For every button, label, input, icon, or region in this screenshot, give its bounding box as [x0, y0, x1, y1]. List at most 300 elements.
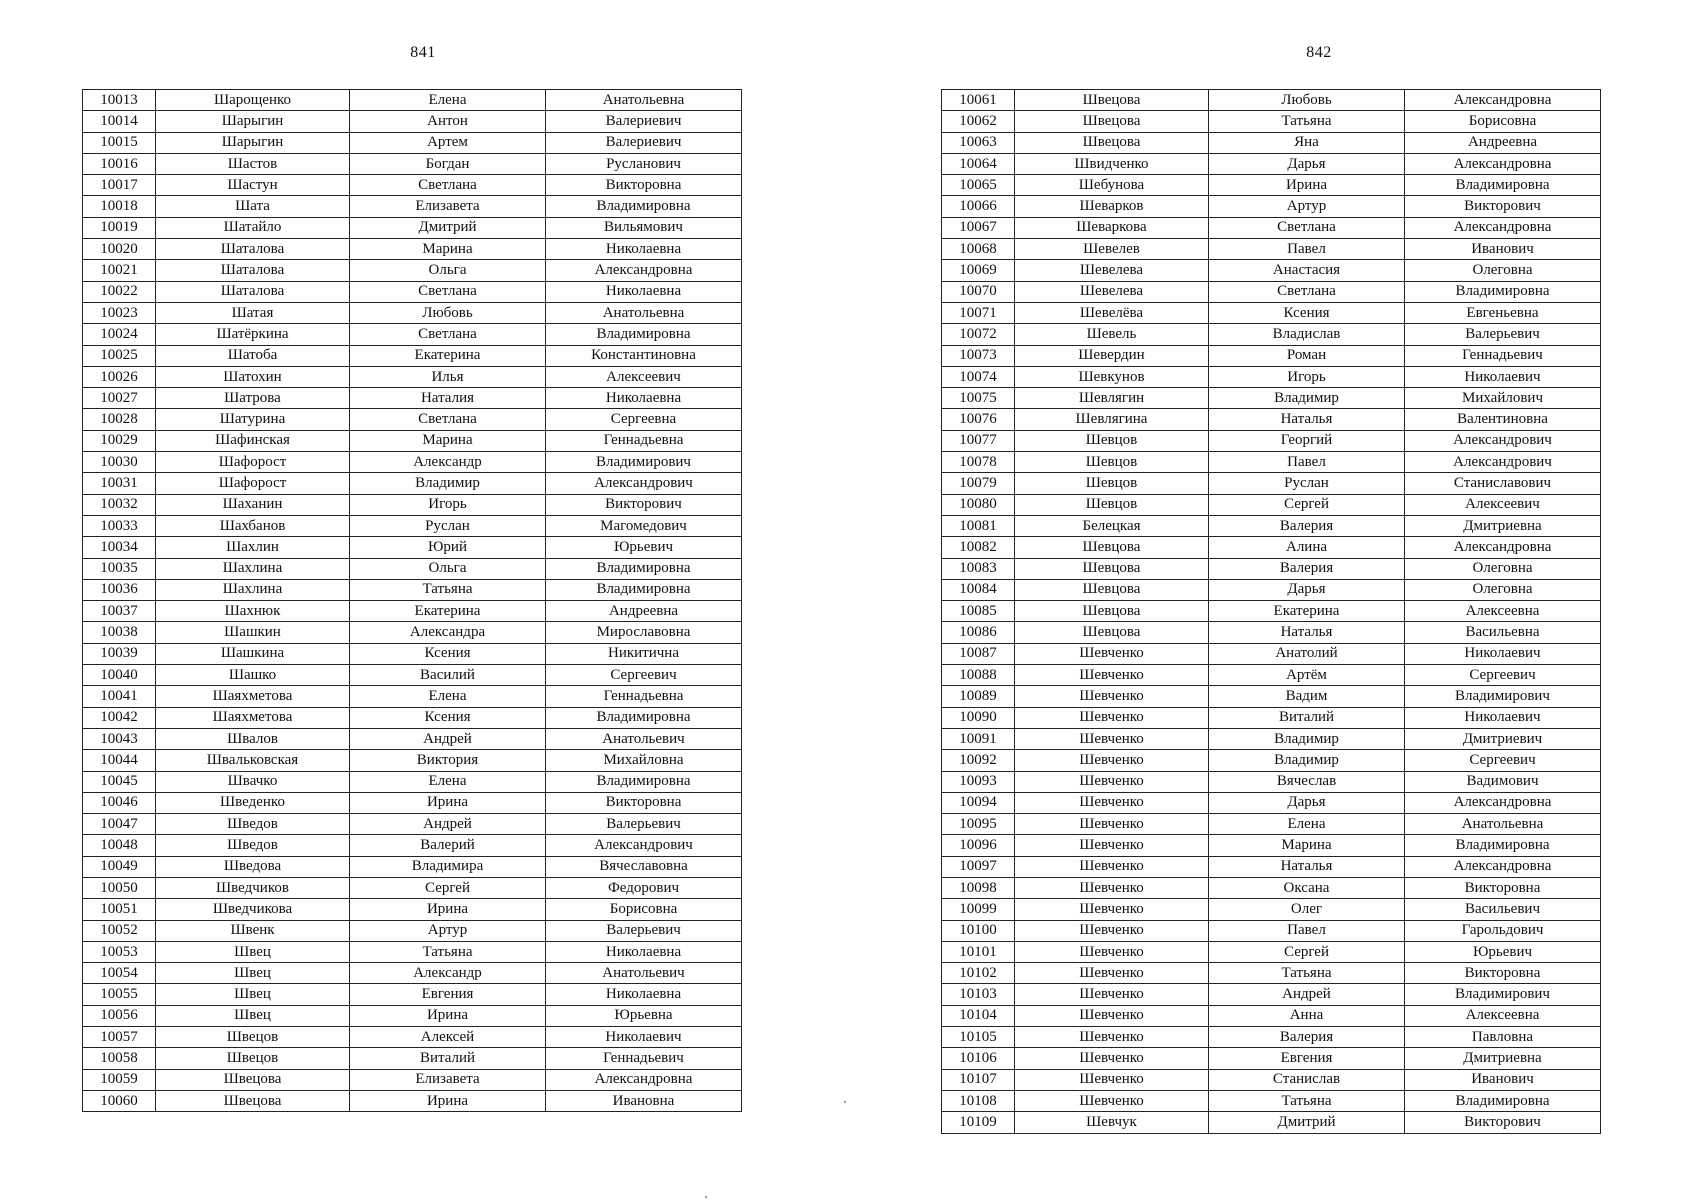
- cell-id: 10029: [83, 430, 156, 451]
- table-row: [942, 239, 1601, 260]
- cell-patronymic: Александрович: [546, 473, 742, 494]
- cell-first-name: Светлана: [350, 409, 546, 430]
- cell-last-name: Шевченко: [1015, 1027, 1209, 1048]
- cell-last-name: Шевлягин: [1015, 388, 1209, 409]
- cell-first-name: Наталья: [1209, 622, 1405, 643]
- cell-id: 10014: [83, 111, 156, 132]
- cell-id: 10074: [942, 366, 1015, 387]
- cell-id: 10098: [942, 877, 1015, 898]
- cell-first-name: Артур: [350, 920, 546, 941]
- table-row: [942, 196, 1601, 217]
- table-row: [83, 579, 742, 600]
- cell-patronymic: Анатольевич: [546, 963, 742, 984]
- cell-first-name: Станислав: [1209, 1069, 1405, 1090]
- table-row: [942, 963, 1601, 984]
- cell-first-name: Ирина: [350, 1005, 546, 1026]
- cell-first-name: Владимир: [1209, 750, 1405, 771]
- cell-last-name: Шаяхметова: [156, 707, 350, 728]
- cell-patronymic: Вильямович: [546, 217, 742, 238]
- cell-patronymic: Александровна: [1405, 537, 1601, 558]
- cell-last-name: Шарощенко: [156, 90, 350, 111]
- table-row: [942, 324, 1601, 345]
- cell-first-name: Павел: [1209, 452, 1405, 473]
- cell-patronymic: Анатольевна: [546, 302, 742, 323]
- cell-last-name: Шатёркина: [156, 324, 350, 345]
- cell-first-name: Валерия: [1209, 1027, 1405, 1048]
- cell-first-name: Ольга: [350, 558, 546, 579]
- cell-id: 10078: [942, 452, 1015, 473]
- table-row: [942, 345, 1601, 366]
- cell-id: 10055: [83, 984, 156, 1005]
- cell-id: 10070: [942, 281, 1015, 302]
- cell-patronymic: Валериевич: [546, 132, 742, 153]
- cell-patronymic: Михайловна: [546, 750, 742, 771]
- table-row: [83, 153, 742, 174]
- cell-patronymic: Ивановна: [546, 1090, 742, 1111]
- cell-first-name: Андрей: [1209, 984, 1405, 1005]
- cell-patronymic: Геннадьевич: [546, 1048, 742, 1069]
- cell-id: 10064: [942, 153, 1015, 174]
- table-row: [83, 345, 742, 366]
- cell-last-name: Швецова: [156, 1090, 350, 1111]
- table-row: [83, 622, 742, 643]
- cell-last-name: Шведова: [156, 856, 350, 877]
- cell-last-name: Шевченко: [1015, 1069, 1209, 1090]
- table-row: [942, 281, 1601, 302]
- cell-first-name: Светлана: [350, 324, 546, 345]
- cell-last-name: Шаяхметова: [156, 686, 350, 707]
- cell-patronymic: Владимировна: [546, 196, 742, 217]
- cell-patronymic: Александрович: [546, 835, 742, 856]
- cell-id: 10102: [942, 963, 1015, 984]
- cell-last-name: Шевлягина: [1015, 409, 1209, 430]
- cell-id: 10071: [942, 302, 1015, 323]
- cell-first-name: Екатерина: [1209, 601, 1405, 622]
- cell-patronymic: Олеговна: [1405, 558, 1601, 579]
- cell-patronymic: Дмитриевна: [1405, 1048, 1601, 1069]
- cell-last-name: Шевченко: [1015, 1090, 1209, 1111]
- cell-first-name: Наталья: [1209, 856, 1405, 877]
- cell-patronymic: Юрьевна: [546, 1005, 742, 1026]
- cell-id: 10061: [942, 90, 1015, 111]
- cell-first-name: Роман: [1209, 345, 1405, 366]
- table-row: [942, 175, 1601, 196]
- cell-last-name: Шевченко: [1015, 771, 1209, 792]
- cell-last-name: Швецова: [1015, 111, 1209, 132]
- table-row: [83, 984, 742, 1005]
- cell-last-name: Швец: [156, 1005, 350, 1026]
- cell-first-name: Владислав: [1209, 324, 1405, 345]
- cell-id: 10080: [942, 494, 1015, 515]
- cell-patronymic: Алексеевна: [1405, 1005, 1601, 1026]
- cell-last-name: Шевченко: [1015, 941, 1209, 962]
- cell-last-name: Шаталова: [156, 281, 350, 302]
- table-row: [942, 217, 1601, 238]
- cell-last-name: Шахлин: [156, 537, 350, 558]
- table-row: [83, 217, 742, 238]
- roster-table: [941, 89, 1601, 1134]
- cell-id: 10037: [83, 601, 156, 622]
- table-row: [83, 388, 742, 409]
- cell-id: 10027: [83, 388, 156, 409]
- cell-patronymic: Евгеньевна: [1405, 302, 1601, 323]
- cell-patronymic: Александрович: [1405, 430, 1601, 451]
- table-row: [942, 728, 1601, 749]
- table-row: [83, 494, 742, 515]
- table-row: [83, 324, 742, 345]
- cell-patronymic: Сергеевна: [546, 409, 742, 430]
- cell-patronymic: Алексеевич: [546, 366, 742, 387]
- cell-id: 10025: [83, 345, 156, 366]
- cell-patronymic: Владимировна: [546, 579, 742, 600]
- cell-patronymic: Алексеевич: [1405, 494, 1601, 515]
- cell-first-name: Светлана: [1209, 217, 1405, 238]
- cell-id: 10021: [83, 260, 156, 281]
- cell-patronymic: Валериевич: [546, 111, 742, 132]
- page-right: [846, 0, 1693, 1200]
- table-row: [942, 665, 1601, 686]
- cell-first-name: Екатерина: [350, 601, 546, 622]
- cell-first-name: Виктория: [350, 750, 546, 771]
- cell-patronymic: Васильевич: [1405, 899, 1601, 920]
- cell-first-name: Дарья: [1209, 792, 1405, 813]
- cell-first-name: Яна: [1209, 132, 1405, 153]
- cell-id: 10013: [83, 90, 156, 111]
- table-row: [83, 473, 742, 494]
- cell-last-name: Шаталова: [156, 239, 350, 260]
- table-row: [83, 260, 742, 281]
- table-row: [942, 877, 1601, 898]
- table-row: [83, 409, 742, 430]
- cell-last-name: Швачко: [156, 771, 350, 792]
- cell-last-name: Шаханин: [156, 494, 350, 515]
- cell-last-name: Шевченко: [1015, 814, 1209, 835]
- cell-patronymic: Дмитриевна: [1405, 515, 1601, 536]
- cell-id: 10033: [83, 515, 156, 536]
- cell-id: 10060: [83, 1090, 156, 1111]
- cell-patronymic: Викторовна: [546, 175, 742, 196]
- cell-last-name: Шевченко: [1015, 750, 1209, 771]
- cell-last-name: Шевкунов: [1015, 366, 1209, 387]
- cell-last-name: Швец: [156, 984, 350, 1005]
- table-row: [83, 90, 742, 111]
- cell-last-name: Шастов: [156, 153, 350, 174]
- cell-id: 10020: [83, 239, 156, 260]
- cell-first-name: Александр: [350, 963, 546, 984]
- cell-last-name: Шатоба: [156, 345, 350, 366]
- cell-patronymic: Михайлович: [1405, 388, 1601, 409]
- table-row: [83, 728, 742, 749]
- cell-last-name: Швецова: [1015, 90, 1209, 111]
- cell-last-name: Шастун: [156, 175, 350, 196]
- table-row: [942, 1069, 1601, 1090]
- cell-first-name: Елена: [350, 686, 546, 707]
- table-row: [942, 920, 1601, 941]
- cell-first-name: Ксения: [350, 707, 546, 728]
- cell-id: 10095: [942, 814, 1015, 835]
- cell-last-name: Шахнюк: [156, 601, 350, 622]
- cell-last-name: Шевчук: [1015, 1112, 1209, 1133]
- cell-patronymic: Борисовна: [1405, 111, 1601, 132]
- cell-id: 10045: [83, 771, 156, 792]
- cell-first-name: Татьяна: [1209, 1090, 1405, 1111]
- table-row: [942, 1005, 1601, 1026]
- cell-id: 10107: [942, 1069, 1015, 1090]
- cell-patronymic: Станиславович: [1405, 473, 1601, 494]
- cell-first-name: Владимира: [350, 856, 546, 877]
- cell-first-name: Ксения: [1209, 302, 1405, 323]
- cell-id: 10099: [942, 899, 1015, 920]
- cell-patronymic: Валерьевич: [1405, 324, 1601, 345]
- cell-first-name: Виталий: [1209, 707, 1405, 728]
- cell-patronymic: Викторовна: [546, 792, 742, 813]
- cell-first-name: Руслан: [350, 515, 546, 536]
- cell-last-name: Шевцова: [1015, 579, 1209, 600]
- cell-id: 10106: [942, 1048, 1015, 1069]
- cell-patronymic: Павловна: [1405, 1027, 1601, 1048]
- cell-id: 10075: [942, 388, 1015, 409]
- cell-last-name: Швальковская: [156, 750, 350, 771]
- cell-id: 10092: [942, 750, 1015, 771]
- cell-patronymic: Николаевна: [546, 388, 742, 409]
- cell-first-name: Марина: [350, 239, 546, 260]
- cell-id: 10104: [942, 1005, 1015, 1026]
- cell-first-name: Георгий: [1209, 430, 1405, 451]
- cell-last-name: Швец: [156, 941, 350, 962]
- table-row: [942, 707, 1601, 728]
- cell-last-name: Швецов: [156, 1027, 350, 1048]
- cell-first-name: Екатерина: [350, 345, 546, 366]
- cell-patronymic: Геннадьевич: [1405, 345, 1601, 366]
- cell-first-name: Ольга: [350, 260, 546, 281]
- cell-first-name: Ирина: [350, 792, 546, 813]
- cell-id: 10024: [83, 324, 156, 345]
- cell-patronymic: Гарольдович: [1405, 920, 1601, 941]
- roster-table-body: [942, 90, 1601, 1134]
- cell-first-name: Владимир: [350, 473, 546, 494]
- cell-id: 10089: [942, 686, 1015, 707]
- table-row: [83, 814, 742, 835]
- cell-last-name: Шевченко: [1015, 920, 1209, 941]
- cell-patronymic: Федорович: [546, 877, 742, 898]
- cell-patronymic: Юрьевич: [546, 537, 742, 558]
- cell-last-name: Шаталова: [156, 260, 350, 281]
- cell-patronymic: Геннадьевна: [546, 686, 742, 707]
- cell-patronymic: Анатольевич: [546, 728, 742, 749]
- cell-id: 10036: [83, 579, 156, 600]
- cell-id: 10018: [83, 196, 156, 217]
- cell-patronymic: Дмитриевич: [1405, 728, 1601, 749]
- cell-first-name: Виталий: [350, 1048, 546, 1069]
- cell-patronymic: Владимирович: [546, 452, 742, 473]
- cell-first-name: Евгения: [350, 984, 546, 1005]
- cell-last-name: Шахбанов: [156, 515, 350, 536]
- cell-first-name: Руслан: [1209, 473, 1405, 494]
- cell-patronymic: Анатольевна: [546, 90, 742, 111]
- cell-id: 10043: [83, 728, 156, 749]
- cell-first-name: Наталия: [350, 388, 546, 409]
- cell-patronymic: Владимировна: [546, 707, 742, 728]
- cell-last-name: Шевченко: [1015, 877, 1209, 898]
- cell-patronymic: Николаевич: [546, 1027, 742, 1048]
- cell-first-name: Богдан: [350, 153, 546, 174]
- cell-patronymic: Анатольевна: [1405, 814, 1601, 835]
- cell-id: 10042: [83, 707, 156, 728]
- cell-id: 10023: [83, 302, 156, 323]
- cell-id: 10096: [942, 835, 1015, 856]
- cell-first-name: Андрей: [350, 814, 546, 835]
- table-row: [942, 601, 1601, 622]
- cell-first-name: Анна: [1209, 1005, 1405, 1026]
- table-row: [83, 281, 742, 302]
- cell-id: 10062: [942, 111, 1015, 132]
- cell-last-name: Шевченко: [1015, 665, 1209, 686]
- cell-id: 10067: [942, 217, 1015, 238]
- cell-last-name: Шевцов: [1015, 473, 1209, 494]
- cell-last-name: Шахлина: [156, 558, 350, 579]
- cell-patronymic: Александровна: [1405, 856, 1601, 877]
- cell-id: 10097: [942, 856, 1015, 877]
- page-left: [0, 0, 846, 1200]
- table-row: [942, 132, 1601, 153]
- cell-last-name: Шевцов: [1015, 430, 1209, 451]
- cell-id: 10093: [942, 771, 1015, 792]
- cell-first-name: Павел: [1209, 920, 1405, 941]
- table-row: [942, 1090, 1601, 1111]
- cell-patronymic: Николаевна: [546, 239, 742, 260]
- cell-id: 10073: [942, 345, 1015, 366]
- cell-last-name: Швидченко: [1015, 153, 1209, 174]
- table-row: [83, 686, 742, 707]
- cell-patronymic: Иванович: [1405, 239, 1601, 260]
- cell-id: 10038: [83, 622, 156, 643]
- table-row: [942, 558, 1601, 579]
- cell-id: 10076: [942, 409, 1015, 430]
- cell-first-name: Игорь: [350, 494, 546, 515]
- cell-last-name: Шведов: [156, 814, 350, 835]
- roster-table: [82, 89, 742, 1112]
- cell-id: 10069: [942, 260, 1015, 281]
- cell-patronymic: Викторовна: [1405, 963, 1601, 984]
- cell-last-name: Шевердин: [1015, 345, 1209, 366]
- cell-id: 10103: [942, 984, 1015, 1005]
- table-row: [83, 515, 742, 536]
- cell-first-name: Артур: [1209, 196, 1405, 217]
- cell-id: 10059: [83, 1069, 156, 1090]
- table-row: [942, 771, 1601, 792]
- cell-first-name: Оксана: [1209, 877, 1405, 898]
- cell-last-name: Шведенко: [156, 792, 350, 813]
- table-row: [942, 750, 1601, 771]
- cell-first-name: Светлана: [350, 281, 546, 302]
- cell-id: 10057: [83, 1027, 156, 1048]
- cell-last-name: Шевцова: [1015, 622, 1209, 643]
- cell-first-name: Татьяна: [350, 579, 546, 600]
- table-row: [83, 899, 742, 920]
- cell-id: 10087: [942, 643, 1015, 664]
- cell-id: 10066: [942, 196, 1015, 217]
- cell-patronymic: Вадимович: [1405, 771, 1601, 792]
- cell-patronymic: Александрович: [1405, 452, 1601, 473]
- table-row: [83, 239, 742, 260]
- table-row: [83, 537, 742, 558]
- cell-patronymic: Александровна: [546, 1069, 742, 1090]
- cell-last-name: Швалов: [156, 728, 350, 749]
- table-row: [942, 643, 1601, 664]
- table-row: [942, 260, 1601, 281]
- cell-first-name: Дарья: [1209, 579, 1405, 600]
- cell-id: 10047: [83, 814, 156, 835]
- cell-last-name: Шебунова: [1015, 175, 1209, 196]
- cell-id: 10083: [942, 558, 1015, 579]
- table-row: [83, 877, 742, 898]
- cell-first-name: Любовь: [350, 302, 546, 323]
- cell-first-name: Сергей: [1209, 494, 1405, 515]
- cell-first-name: Анастасия: [1209, 260, 1405, 281]
- cell-last-name: Шахлина: [156, 579, 350, 600]
- cell-id: 10049: [83, 856, 156, 877]
- cell-last-name: Шатайло: [156, 217, 350, 238]
- cell-last-name: Шведчиков: [156, 877, 350, 898]
- table-row: [942, 941, 1601, 962]
- cell-patronymic: Николаевна: [546, 984, 742, 1005]
- cell-last-name: Шевченко: [1015, 984, 1209, 1005]
- cell-first-name: Марина: [350, 430, 546, 451]
- cell-id: 10079: [942, 473, 1015, 494]
- cell-last-name: Шевелева: [1015, 281, 1209, 302]
- table-row: [83, 835, 742, 856]
- table-row: [942, 899, 1601, 920]
- table-row: [942, 153, 1601, 174]
- cell-id: 10041: [83, 686, 156, 707]
- cell-last-name: Шевцов: [1015, 494, 1209, 515]
- cell-last-name: Шатрова: [156, 388, 350, 409]
- cell-patronymic: Магомедович: [546, 515, 742, 536]
- cell-id: 10015: [83, 132, 156, 153]
- cell-first-name: Наталья: [1209, 409, 1405, 430]
- cell-id: 10031: [83, 473, 156, 494]
- table-row: [83, 1069, 742, 1090]
- cell-patronymic: Александровна: [1405, 792, 1601, 813]
- scan-speck: [705, 1196, 707, 1198]
- cell-id: 10063: [942, 132, 1015, 153]
- table-row: [83, 665, 742, 686]
- table-row: [83, 792, 742, 813]
- cell-first-name: Татьяна: [1209, 963, 1405, 984]
- cell-last-name: Шевченко: [1015, 1005, 1209, 1026]
- cell-first-name: Евгения: [1209, 1048, 1405, 1069]
- cell-last-name: Шведчикова: [156, 899, 350, 920]
- table-row: [942, 1112, 1601, 1133]
- cell-patronymic: Владимировна: [1405, 281, 1601, 302]
- table-row: [83, 920, 742, 941]
- cell-first-name: Дмитрий: [1209, 1112, 1405, 1133]
- cell-last-name: Шевцова: [1015, 558, 1209, 579]
- cell-first-name: Ирина: [350, 1090, 546, 1111]
- cell-id: 10052: [83, 920, 156, 941]
- cell-last-name: Шашкина: [156, 643, 350, 664]
- cell-last-name: Швецова: [156, 1069, 350, 1090]
- cell-patronymic: Борисовна: [546, 899, 742, 920]
- table-row: [942, 622, 1601, 643]
- cell-last-name: Шеварков: [1015, 196, 1209, 217]
- cell-id: 10028: [83, 409, 156, 430]
- cell-patronymic: Валентиновна: [1405, 409, 1601, 430]
- cell-first-name: Ксения: [350, 643, 546, 664]
- cell-patronymic: Николаевна: [546, 941, 742, 962]
- cell-id: 10065: [942, 175, 1015, 196]
- table-row: [83, 1027, 742, 1048]
